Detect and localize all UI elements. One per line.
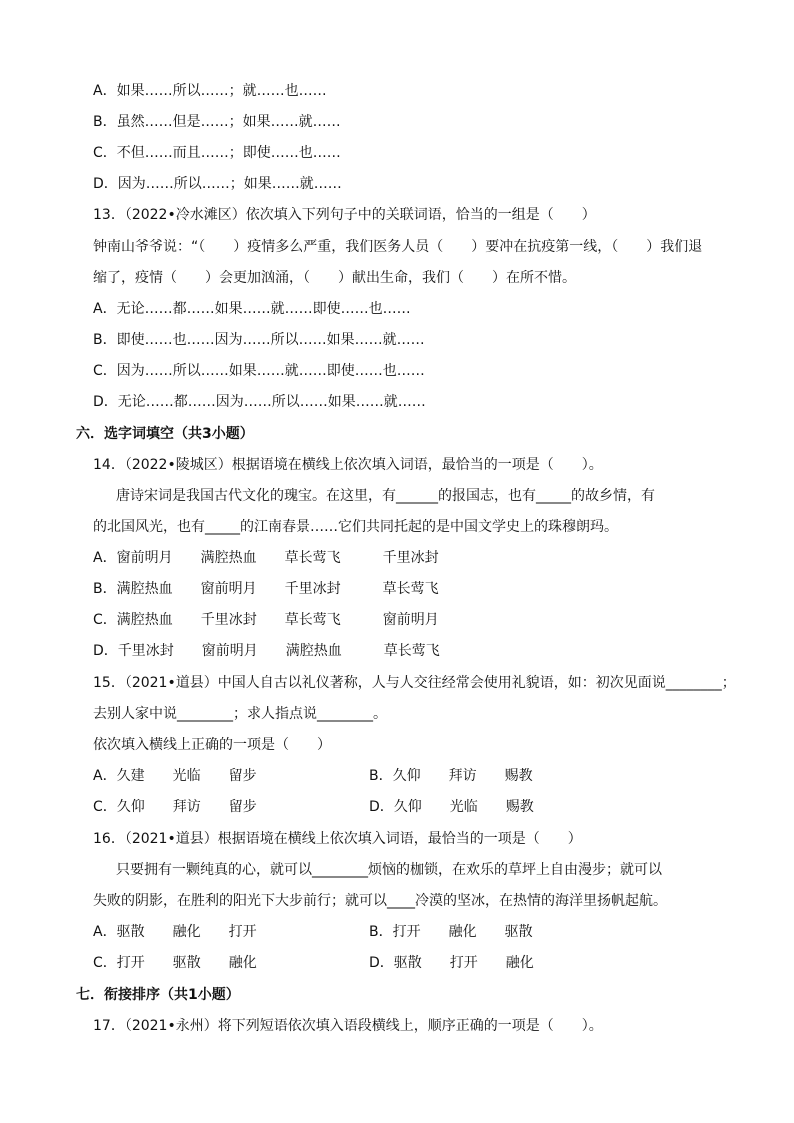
q14-option-d: D．千里冰封 窗前明月 满腔热血 草长莺飞	[93, 643, 440, 659]
q15-body-line1: 去别人家中说________；求人指点说________。	[93, 706, 387, 722]
q12-option-d: D．因为……所以……；如果……就……	[93, 176, 342, 192]
q14-option-b: B．满腔热血 窗前明月 千里冰封 草长莺飞	[93, 581, 439, 597]
q13-option-a: A．无论……都……如果……就……即使……也……	[93, 301, 411, 317]
q15-option-a: A．久建 光临 留步	[93, 768, 257, 784]
q15-option-b: B．久仰 拜访 赐教	[369, 768, 533, 784]
q16-option-c: C．打开 驱散 融化	[93, 955, 257, 971]
q14-option-c: C．满腔热血 千里冰封 草长莺飞 窗前明月	[93, 612, 439, 628]
q12-option-a: A．如果……所以……；就……也……	[93, 83, 327, 99]
q12-option-c: C．不但……而且……；即使……也……	[93, 145, 341, 161]
q16-stem: 16．（2021•道县）根据语境在横线上依次填入词语，最恰当的一项是（ ）	[93, 831, 582, 847]
q15-stem: 15．（2021•道县）中国人自古以礼仪著称，人与人交往经常会使用礼貌语，如：初次见面说________；	[93, 675, 736, 691]
q15-option-d: D．久仰 光临 赐教	[369, 799, 534, 815]
q14-body-line2: 的北国风光，也有_____的江南春景……它们共同托起的是中国文学史上的珠穆朗玛。	[93, 519, 618, 535]
q12-option-b: B．虽然……但是……；如果……就……	[93, 114, 341, 130]
section-6-heading: 六．选字词填空（共3小题）	[76, 426, 254, 442]
q13-option-b: B．即使……也……因为……所以……如果……就……	[93, 332, 425, 348]
q13-body-line1: 钟南山爷爷说：“（ ）疫情多么严重，我们医务人员（ ）要冲在抗疫第一线，（ ）我们退	[93, 239, 703, 255]
q13-option-d: D．无论……都……因为……所以……如果……就……	[93, 394, 426, 410]
q16-option-a: A．驱散 融化 打开	[93, 924, 257, 940]
q15-option-c: C．久仰 拜访 留步	[93, 799, 257, 815]
q16-body-line1: 只要拥有一颗纯真的心，就可以________烦恼的枷锁，在欢乐的草坪上自由漫步；就可以	[116, 862, 662, 878]
q17-stem: 17．（2021•永州）将下列短语依次填入语段横线上，顺序正确的一项是（ ）。	[93, 1018, 603, 1034]
q13-option-c: C．因为……所以……如果……就……即使……也……	[93, 363, 425, 379]
q14-option-a: A．窗前明月 满腔热血 草长莺飞 千里冰封	[93, 550, 439, 566]
q13-body-line2: 缩了，疫情（ ）会更加汹涌，（ ）献出生命，我们（ ）在所不惜。	[93, 270, 576, 286]
section-7-heading: 七．衔接排序（共1小题）	[76, 987, 240, 1003]
q13-stem: 13．（2022•冷水滩区）依次填入下列句子中的关联词语，恰当的一组是（ ）	[93, 207, 596, 223]
q16-body-line2: 失败的阴影，在胜利的阳光下大步前行；就可以____冷漠的坚冰，在热情的海洋里扬帆起航。	[93, 893, 667, 909]
q15-body-line2: 依次填入横线上正确的一项是（ ）	[93, 737, 331, 753]
q16-option-b: B．打开 融化 驱散	[369, 924, 533, 940]
q16-option-d: D．驱散 打开 融化	[369, 955, 534, 971]
q14-body-line1: 唐诗宋词是我国古代文化的瑰宝。在这里，有______的报国志，也有_____的故乡情，有	[116, 488, 655, 504]
q14-stem: 14．（2022•陵城区）根据语境在横线上依次填入词语，最恰当的一项是（ ）。	[93, 457, 603, 473]
